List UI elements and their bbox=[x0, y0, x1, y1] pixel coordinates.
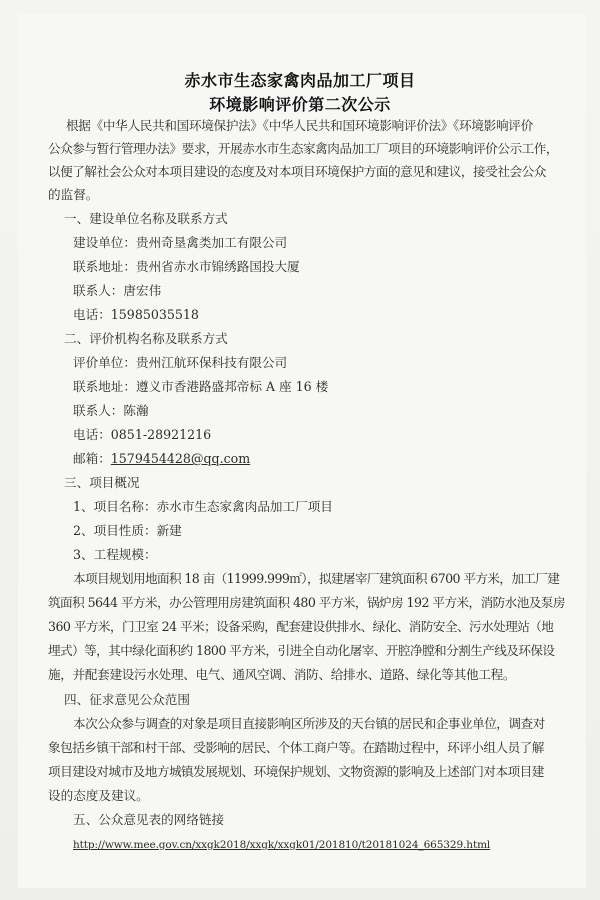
scale-line: 埋式）等，其中绿化面积约 1800 平方米，引进全自动化屠宰、开腔净膛和分割生产线及环保设 bbox=[48, 643, 555, 658]
project-scale-label: 3、工程规模： bbox=[73, 547, 157, 562]
scope-line: 象包括乡镇干部和村干部、受影响的居民、个体工商户等。在踏勘过程中，环评小组人员了解 bbox=[48, 740, 544, 755]
section5-heading: 五、公众意见表的网络链接 bbox=[73, 812, 225, 827]
intro-line: 公众参与暂行管理办法》要求，开展赤水市生态家禽肉品加工厂项目的环境影响评价公示工作， bbox=[48, 141, 559, 156]
construction-unit: 建设单位：贵州奇垦禽类加工有限公司 bbox=[73, 235, 288, 250]
evaluation-unit: 评价单位：贵州江航环保科技有限公司 bbox=[73, 355, 288, 370]
section4-heading: 四、征求意见公众范围 bbox=[64, 692, 190, 707]
construction-address: 联系地址：贵州省赤水市锦绣路国投大厦 bbox=[73, 259, 300, 274]
scope-line: 设的态度及建议。 bbox=[48, 788, 149, 803]
scale-line: 施，并配套建设污水处理、电气、通风空调、消防、给排水、道路、绿化等其他工程。 bbox=[48, 667, 516, 682]
scope-line: 项目建设对城市及地方城镇发展规划、环境保护规划、文物资源的影响及上述部门对本项目建 bbox=[48, 764, 544, 779]
evaluation-contact: 联系人：陈瀚 bbox=[73, 403, 149, 418]
construction-phone: 电话：15985035518 bbox=[73, 307, 199, 322]
project-nature: 2、项目性质：新建 bbox=[73, 523, 182, 538]
intro-line: 根据《中华人民共和国环境保护法》《中华人民共和国环境影响评价法》《环境影响评价 bbox=[66, 118, 533, 133]
scale-line: 本项目规划用地面积 18 亩（11999.999㎡），拟建屠宰厂建筑面积 6700 平方米，加工厂建 bbox=[73, 571, 560, 586]
scale-line: 筑面积 5644 平方米，办公管理用房建筑面积 480 平方米，锅炉房 192 平方米，消防水池及泵房 bbox=[48, 595, 565, 610]
scale-line: 360 平方米，门卫室 24 平米；设备采购，配套建设供排水、绿化、消防安全、污水处理站（地 bbox=[48, 619, 554, 634]
project-name: 1、项目名称：赤水市生态家禽肉品加工厂项目 bbox=[73, 499, 333, 514]
email-label: 邮箱： bbox=[73, 451, 111, 466]
feedback-form-link[interactable]: http://www.mee.gov.cn/xxgk2018/xxgk/xxgk01/201810/t20181024_665329.html bbox=[73, 839, 491, 851]
evaluation-phone: 电话：0851-28921216 bbox=[73, 427, 212, 442]
section3-heading: 三、项目概况 bbox=[64, 475, 140, 490]
evaluation-email bbox=[73, 451, 250, 467]
section2-heading: 二、评价机构名称及联系方式 bbox=[64, 331, 228, 346]
intro-line: 以便了解社会公众对本项目建设的态度及对本项目环境保护方面的意见和建议，接受社会公众 bbox=[48, 164, 546, 179]
scope-line: 本次公众参与调查的对象是项目直接影响区所涉及的天台镇的居民和企事业单位，调查对 bbox=[73, 716, 545, 731]
document-title-line1: 赤水市生态家禽肉品加工厂项目 bbox=[184, 71, 416, 90]
document-title-line2: 环境影响评价第二次公示 bbox=[209, 95, 391, 114]
construction-contact: 联系人：唐宏伟 bbox=[73, 283, 162, 298]
section1-heading: 一、建设单位名称及联系方式 bbox=[64, 211, 228, 226]
intro-line: 的监督。 bbox=[48, 187, 99, 202]
email-link[interactable]: 1579454428@qq.com bbox=[110, 451, 251, 466]
evaluation-address: 联系地址：遵义市香港路盛邦帝标 A 座 16 楼 bbox=[73, 379, 329, 394]
